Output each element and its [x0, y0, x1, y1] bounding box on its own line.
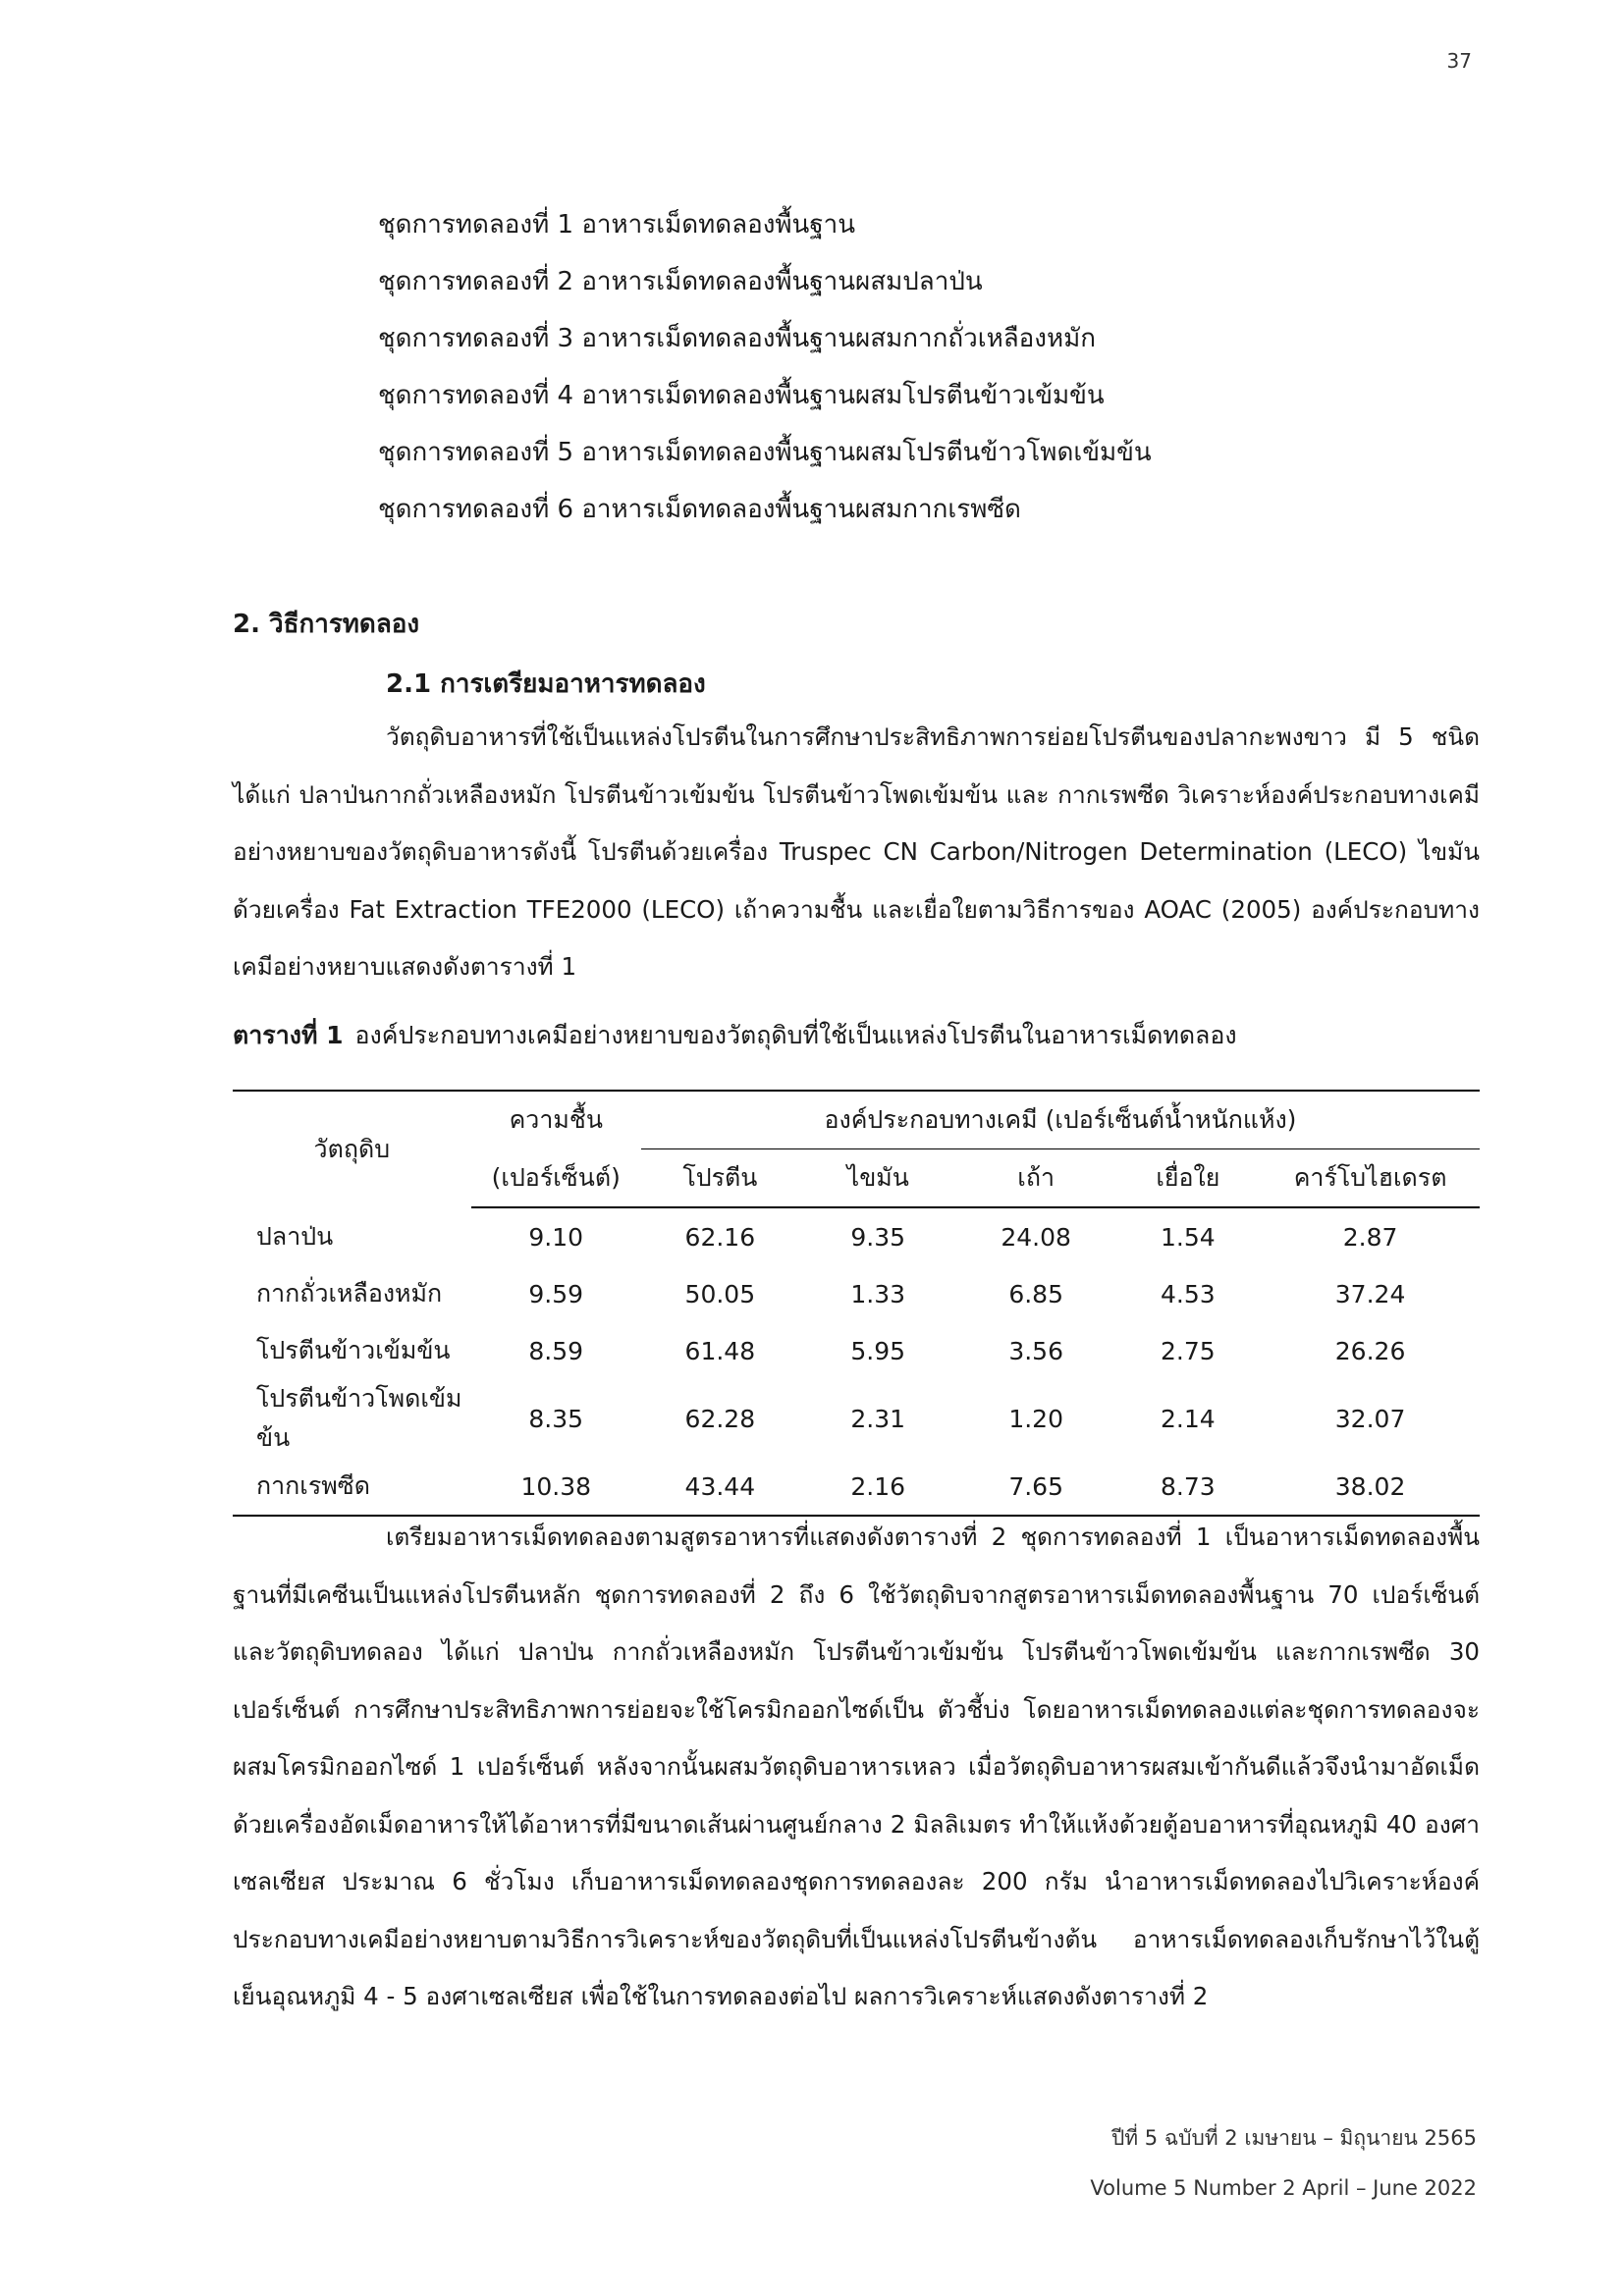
treatment-group-item: ชุดการทดลองที่ 5 อาหารเม็ดทดลองพื้นฐานผสมโปรตีนข้าวโพดเข้มข้น [378, 438, 1152, 467]
treatment-group-item: ชุดการทดลองที่ 1 อาหารเม็ดทดลองพื้นฐาน [378, 210, 856, 240]
cell-fiber: 2.14 [1161, 1404, 1216, 1433]
cell-material: โปรตีนข้าวโพดเข้มข้น [256, 1384, 462, 1452]
cell-moisture: 8.59 [528, 1336, 584, 1365]
cell-material: ปลาป่น [256, 1221, 334, 1251]
cell-carbohydrate: 37.24 [1334, 1279, 1406, 1308]
table-row [233, 1207, 1480, 1265]
cell-fat: 5.95 [850, 1336, 906, 1365]
table-caption-text: องค์ประกอบทางเคมีอย่างหยาบของวัตถุดิบที่ใช้เป็นแหล่งโปรตีนในอาหารเม็ดทดลอง [354, 1021, 1237, 1049]
cell-moisture: 9.59 [528, 1279, 584, 1308]
cell-material: กากเรพซีด [233, 1458, 471, 1516]
cell-fat: 2.31 [850, 1404, 906, 1433]
table-row [233, 1458, 1480, 1516]
cell-ash: 24.08 [1001, 1222, 1071, 1252]
cell-material: กากถั่วเหลืองหมัก [256, 1279, 443, 1308]
cell-fiber: 8.73 [1115, 1458, 1262, 1516]
header-material: วัตถุดิบ [233, 1091, 471, 1207]
cell-fat: 2.16 [799, 1458, 957, 1516]
table-row [233, 1322, 1480, 1379]
paragraph-text: วัตถุดิบอาหารที่ใช้เป็นแหล่งโปรตีนในการศึกษาประสิทธิภาพการย่อยโปรตีนของปลากะพงขาว มี 5 ชนิด ได้แก่ ปลาป่นกากถั่วเหลืองหมัก โปรตีนข้าวเข้มข้น โปรตีนข้าวโพดเข้มข้น และ กากเรพซีด วิเคราะห์องค์ประกอบทางเคมีอย่างหยาบของวัตถุดิบอาหารดังนี้ โปรตีนด้วยเครื่อง Truspec CN Carbon/Nitrogen Determination (LECO) ไขมันด้วยเครื่อง Fat Extraction TFE2000 (LECO) เถ้าความชื้น และเยื่อใยตามวิธีการของ AOAC (2005) องค์ประกอบทางเคมีอย่างหยาบแสดงดังตารางที่ 1 [233, 722, 1480, 981]
paragraph-text: เตรียมอาหารเม็ดทดลองตามสูตรอาหารที่แสดงดังตารางที่ 2 ชุดการทดลองที่ 1 เป็นอาหารเม็ดทดลองพื้นฐานที่มีเคซีนเป็นแหล่งโปรตีนหลัก ชุดการทดลองที่ 2 ถึง 6 ใช้วัตถุดิบจากสูตรอาหารเม็ดทดลองพื้นฐาน 70 เปอร์เซ็นต์ และวัตถุดิบทดลอง ได้แก่ ปลาป่น กากถั่วเหลืองหมัก โปรตีนข้าวเข้มข้น โปรตีนข้าวโพดเข้มข้น และกากเรพซีด 30 เปอร์เซ็นต์ การศึกษาประสิทธิภาพการย่อยจะใช้โครมิกออกไซด์เป็น ตัวชี้บ่ง โดยอาหารเม็ดทดลองแต่ละชุดการทดลองจะผสมโครมิกออกไซด์ 1 เปอร์เซ็นต์ หลังจากนั้นผสมวัตถุดิบอาหารเหลว เมื่อวัตถุดิบอาหารผสมเข้ากันดีแล้วจึงนำมาอัดเม็ดด้วยเครื่องอัดเม็ดอาหารให้ได้อาหารที่มีขนาดเส้นผ่านศูนย์กลาง 2 มิลลิเมตร ทำให้แห้งด้วยตู้อบอาหารที่อุณหภูมิ 40 องศาเซลเซียส ประมาณ 6 ชั่วโมง เก็บอาหารเม็ดทดลองชุดการทดลองละ 200 กรัม นำอาหารเม็ดทดลองไปวิเคราะห์องค์ประกอบทางเคมีอย่างหยาบตามวิธีการวิเคราะห์ของวัตถุดิบที่เป็นแหล่งโปรตีนข้างต้น อาหารเม็ดทดลองเก็บรักษาไว้ในตู้เย็นอุณหภูมิ 4 - 5 องศาเซลเซียส เพื่อใช้ในการทดลองต่อไป ผลการวิเคราะห์แสดงดังตารางที่ 2 [233, 1522, 1480, 2010]
treatment-group-list [378, 196, 1152, 538]
table-row [233, 1379, 1480, 1458]
footer-issue-english: Volume 5 Number 2 April – June 2022 [1090, 2176, 1477, 2200]
body-paragraph [233, 1509, 1480, 2026]
treatment-group-item: ชุดการทดลองที่ 2 อาหารเม็ดทดลองพื้นฐานผสมปลาป่น [378, 267, 983, 296]
cell-protein: 43.44 [641, 1458, 799, 1516]
section-heading: 2. วิธีการทดลอง [233, 610, 420, 639]
cell-protein: 62.16 [684, 1222, 756, 1252]
cell-fat: 1.33 [850, 1279, 906, 1308]
header-ash: เถ้า [957, 1149, 1115, 1208]
header-chemical-composition: องค์ประกอบทางเคมี (เปอร์เซ็นต์น้ำหนักแห้ง) [641, 1091, 1480, 1149]
table-row [233, 1265, 1480, 1322]
header-protein: โปรตีน [641, 1149, 799, 1208]
cell-ash: 3.56 [1008, 1336, 1063, 1365]
cell-material: โปรตีนข้าวเข้มข้น [256, 1336, 451, 1364]
cell-carbohydrate: 2.87 [1342, 1222, 1398, 1252]
cell-protein: 61.48 [684, 1336, 756, 1365]
header-moisture: ความชื้น [471, 1091, 641, 1149]
cell-moisture: 10.38 [471, 1458, 641, 1516]
page-number: 37 [1446, 49, 1472, 73]
cell-protein: 62.28 [684, 1404, 756, 1433]
header-fat: ไขมัน [799, 1149, 957, 1208]
cell-carbohydrate: 32.07 [1334, 1404, 1406, 1433]
treatment-group-item: ชุดการทดลองที่ 3 อาหารเม็ดทดลองพื้นฐานผสมกากถั่วเหลืองหมัก [378, 324, 1096, 353]
cell-fiber: 1.54 [1161, 1222, 1216, 1252]
cell-fiber: 4.53 [1161, 1279, 1216, 1308]
treatment-group-item: ชุดการทดลองที่ 4 อาหารเม็ดทดลองพื้นฐานผสมโปรตีนข้าวเข้มข้น [378, 381, 1105, 410]
table-caption-label: ตารางที่ 1 [233, 1021, 344, 1049]
header-fiber: เยื่อใย [1115, 1149, 1262, 1208]
cell-carbohydrate: 38.02 [1261, 1458, 1480, 1516]
cell-carbohydrate: 26.26 [1334, 1336, 1406, 1365]
cell-fiber: 2.75 [1161, 1336, 1216, 1365]
table-caption [233, 1016, 1237, 1055]
cell-protein: 50.05 [684, 1279, 756, 1308]
cell-fat: 9.35 [850, 1222, 906, 1252]
cell-ash: 1.20 [1008, 1404, 1063, 1433]
body-paragraph [233, 709, 1480, 996]
composition-table [233, 1090, 1480, 1517]
treatment-group-item: ชุดการทดลองที่ 6 อาหารเม็ดทดลองพื้นฐานผสมกากเรพซีด [378, 495, 1021, 524]
cell-ash: 7.65 [957, 1458, 1115, 1516]
cell-moisture: 8.35 [528, 1404, 584, 1433]
header-carbohydrate: คาร์โบไฮเดรต [1261, 1149, 1480, 1208]
cell-moisture: 9.10 [528, 1222, 584, 1252]
subsection-heading: 2.1 การเตรียมอาหารทดลอง [386, 669, 706, 699]
cell-ash: 6.85 [1008, 1279, 1063, 1308]
header-moisture-unit: (เปอร์เซ็นต์) [471, 1149, 641, 1208]
footer-issue-thai: ปีที่ 5 ฉบับที่ 2 เมษายน – มิถุนายน 2565 [1110, 2126, 1477, 2150]
